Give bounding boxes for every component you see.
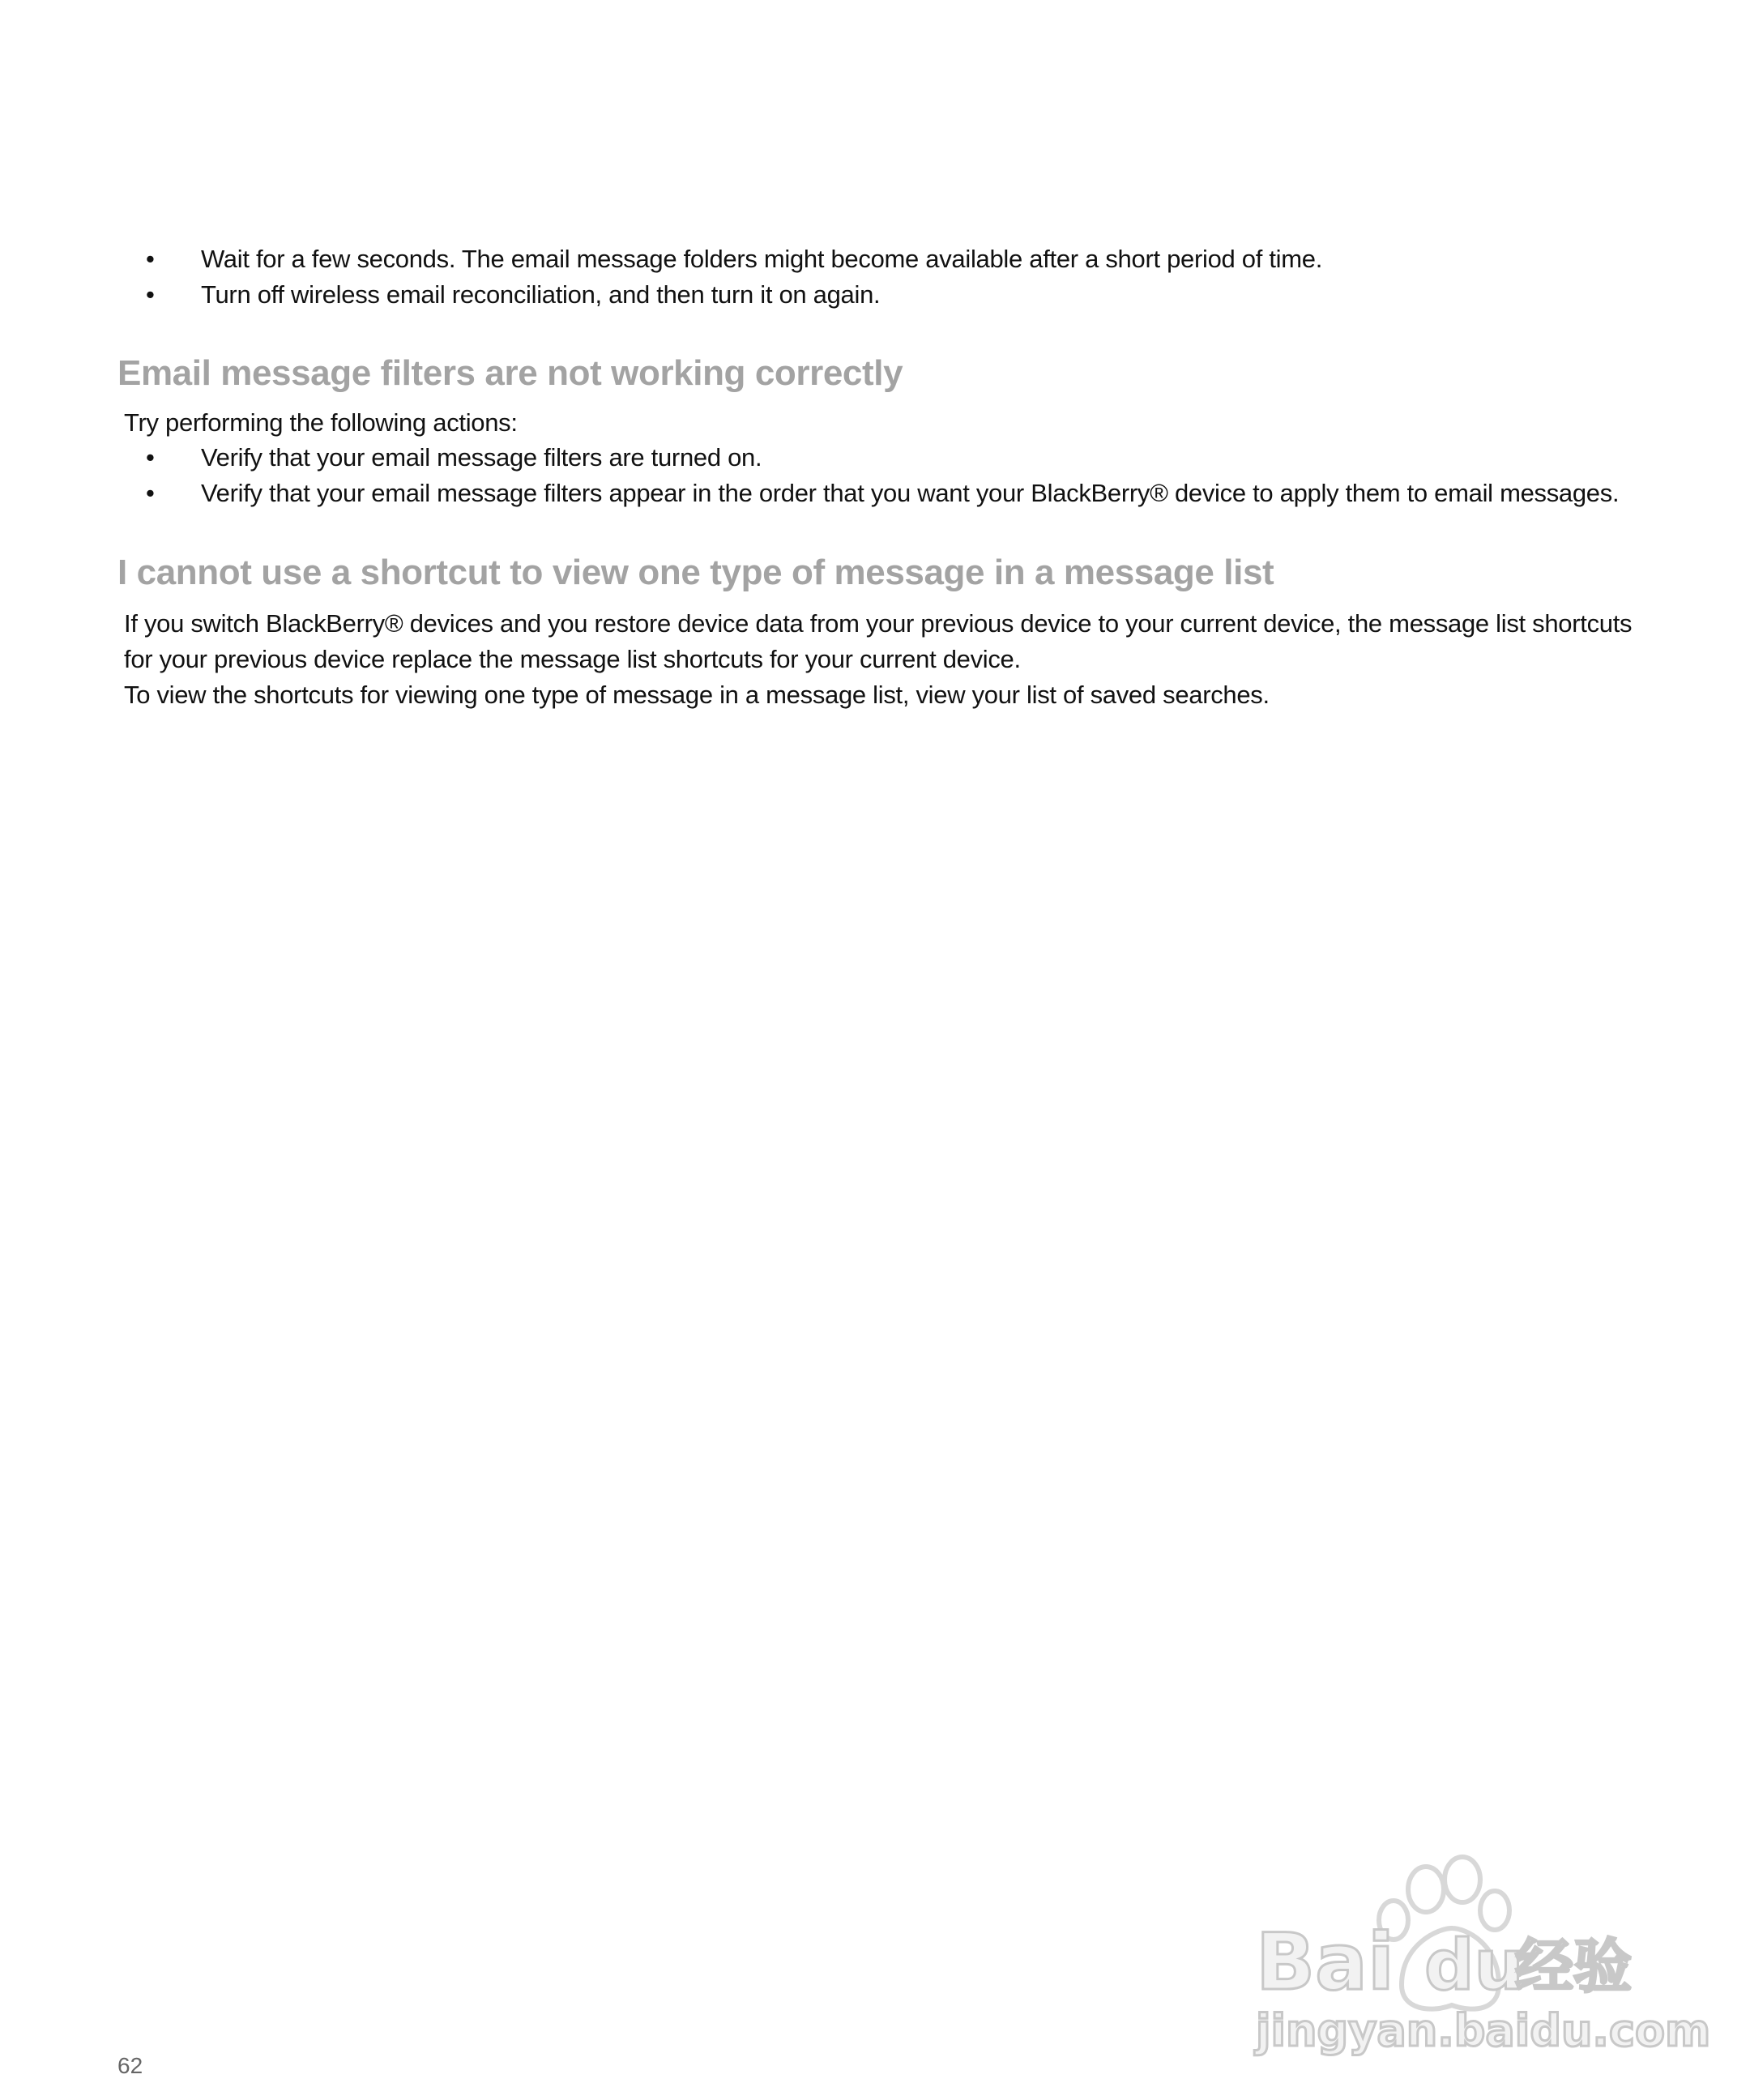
bullet-icon: • [146,245,155,273]
watermark-brand-du: du [1424,1925,1524,2006]
watermark-url: jingyan.baidu.com [1256,2005,1711,2056]
bullet-text: Verify that your email message filters appear in the order that you want your BlackBerry® device to apply them to email messages. [201,479,1620,507]
list-item [146,277,1322,313]
baidu-watermark [1240,1847,1711,2058]
bullet-text: Turn off wireless email reconciliation, and then turn it on again. [201,280,881,309]
watermark-brand-cn: 经验 [1515,1932,1633,2000]
list-item [146,476,1620,511]
section-heading-filters: Email message filters are not working correctly [117,353,903,393]
bullet-text: Verify that your email message filters are turned on. [201,443,762,472]
bullet-icon: • [146,479,155,507]
section-heading-shortcut: I cannot use a shortcut to view one type of message in a message list [117,553,1274,592]
page-number: 62 [117,2053,143,2078]
bullet-list-folders [146,241,1323,313]
body-text-line: To view the shortcuts for viewing one type of message in a message list, view your list of saved searches. [124,681,1270,709]
list-item [146,241,1323,277]
intro-text: Try performing the following actions: [124,408,518,437]
bullet-list-filters [146,440,1620,511]
bullet-text: Wait for a few seconds. The email message folders might become available after a short period of time. [201,245,1323,273]
bullet-icon: • [146,280,155,309]
baidu-paw-logo [1240,1847,1711,2058]
list-item [146,440,1619,476]
watermark-brand: Bai [1256,1917,1394,2008]
body-text-line: for your previous device replace the message list shortcuts for your current device. [124,645,1021,673]
bullet-icon: • [146,443,155,472]
body-text-line: If you switch BlackBerry® devices and you restore device data from your previous device to your current device, the message list shortcuts [124,609,1633,638]
